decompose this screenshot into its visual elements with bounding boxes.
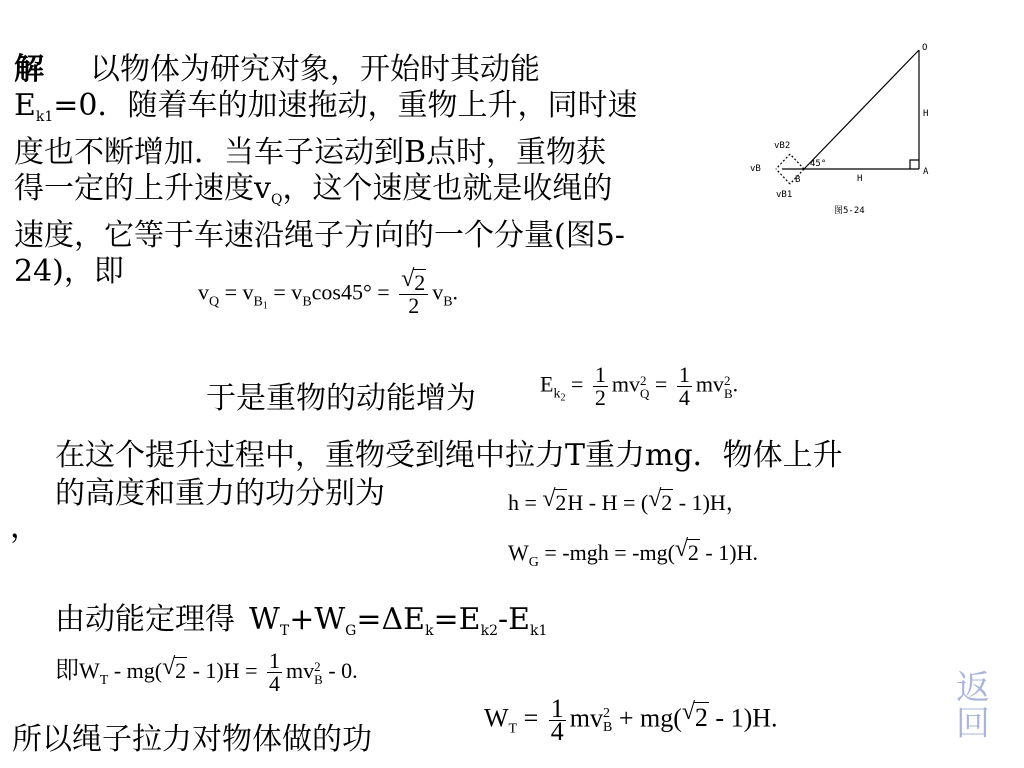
process-line-1: 在这个提升过程中，重物受到绳中拉力T重力mg．物体上升 — [55, 438, 843, 473]
figure-label-vb2: vB2 — [774, 141, 791, 151]
figure-label-vb1: vB1 — [776, 190, 793, 200]
solution-head: 解 — [14, 52, 44, 87]
equation-vq: $v_Q = v_{B1} = v_B\cos 45^\circ$ = √ 2 2 $v_B$. — [198, 266, 459, 318]
equation-gravity-work: $W_G = -mgh = -mg$( √ 2 - 1)H. — [508, 536, 758, 570]
theorem-label: 由动能定理得 — [55, 602, 235, 637]
fraction-root2-over-2: √ 2 2 — [399, 272, 428, 317]
solution-line-3: 度也不断增加．当车子运动到B点时，重物获 — [14, 135, 607, 170]
conclusion-label: 所以绳子拉力对物体做的功 — [12, 722, 372, 757]
solution-line-2: $E_{k1}=0$．随着车的加速拖动，重物上升，同时速 — [14, 88, 638, 125]
solution-line-5: 速度，它等于车速沿绳子方向的一个分量(图5- — [14, 218, 625, 253]
theorem-line: 由动能定理得 $W_T+W_G=\Delta E_k=E_{k2}-E_{k1}$ — [55, 602, 548, 639]
equation-ji: 即$W_T - mg$( √ 2 - 1)H = $\frac{1}{4}$ mv 2 B - 0. — [55, 648, 358, 697]
solution-line-4: 得一定的上升速度$v_Q$，这个速度也就是收绳的 — [14, 171, 613, 208]
return-char-1: 返 — [956, 668, 990, 708]
figure-5-24-diagram — [742, 38, 942, 223]
solution-paragraph — [14, 52, 714, 290]
solution-line-1: 解 以物体为研究对象，开始时其动能 — [14, 52, 540, 87]
process-line-2: 的高度和重力的功分别为 — [55, 476, 385, 511]
figure-label-b: B — [795, 175, 801, 185]
figure-caption: 图5-24 — [834, 206, 865, 216]
ke-increase-label: 于是重物的动能增为 — [206, 381, 476, 416]
figure-label-h-side: H — [923, 109, 929, 119]
figure-label-h-bottom: H — [857, 174, 863, 184]
equation-height: h = √ 2H - H = ( √ 2 - 1)H， — [508, 486, 748, 515]
process-comma: ， — [10, 510, 40, 545]
figure-label-angle: 45° — [810, 159, 827, 169]
return-char-2: 回 — [956, 704, 990, 744]
solution-line-6: 24)，即 — [14, 254, 124, 289]
figure-label-vb: vB — [750, 164, 761, 174]
figure-label-o: O — [922, 43, 928, 53]
return-button[interactable] — [954, 670, 992, 742]
equation-tension-work: $W_T$ = $\frac{1}{4}$ mv 2 B + mg( √ 2 - 1)H. — [484, 694, 778, 746]
equation-ek2: $E_{k2}$ = $\frac{1}{2}$ mv 2 Q = $\frac{1}{4}$ mv 2 B . — [540, 362, 739, 410]
figure-label-a: A — [923, 167, 929, 177]
